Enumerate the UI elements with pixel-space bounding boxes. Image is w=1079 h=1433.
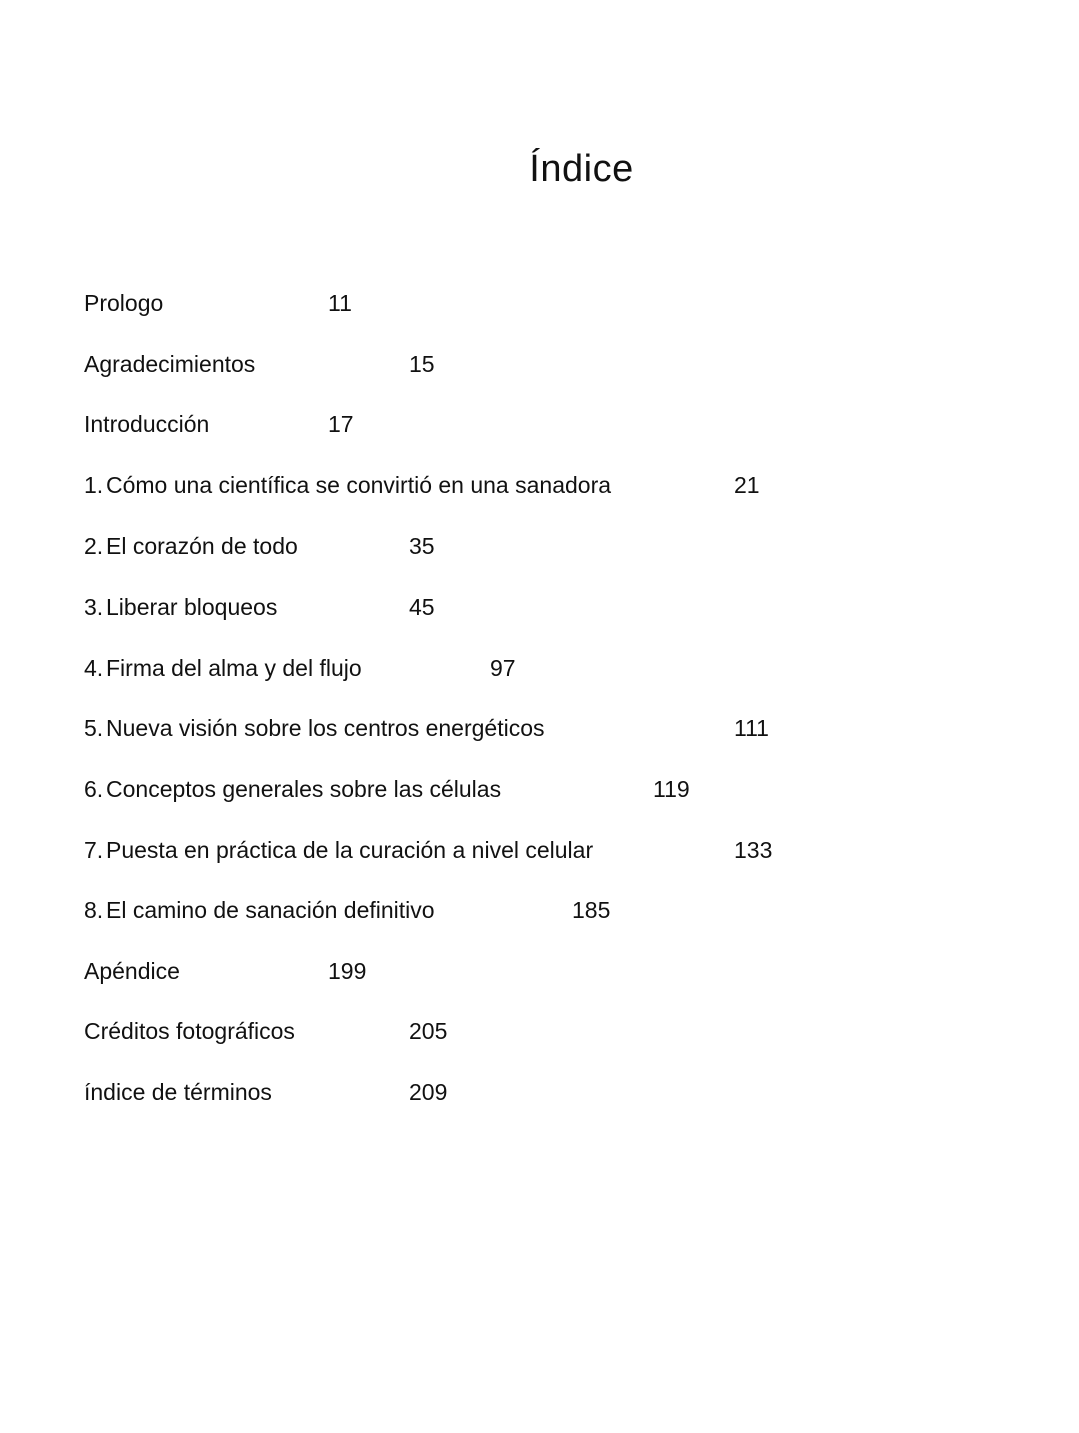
toc-entry-number: 6.	[84, 776, 104, 802]
toc-entry	[0, 1075, 1079, 1109]
toc-entry-title: Prologo	[84, 290, 164, 316]
toc-entry-page: 205	[409, 1018, 448, 1044]
toc-entry-title: El camino de sanación definitivo	[106, 897, 435, 923]
toc-entry-page: 97	[490, 655, 516, 681]
toc-entry-label	[84, 772, 501, 806]
toc-entry	[0, 893, 1079, 927]
toc-entry-label	[84, 347, 255, 381]
toc-entry-label	[84, 833, 593, 867]
toc-entry-title: Cómo una científica se convirtió en una sanadora	[106, 472, 612, 498]
toc-entry-title: Firma del alma y del flujo	[106, 655, 362, 681]
toc-entry	[0, 711, 1079, 745]
toc-entry-label	[84, 651, 362, 685]
toc-entry-page: 209	[409, 1079, 448, 1105]
toc-entry-label	[84, 1075, 272, 1109]
toc-entry-title: El corazón de todo	[106, 533, 298, 559]
toc-entry-number: 8.	[84, 897, 104, 923]
toc-entry-label	[84, 529, 298, 563]
page-title: Índice	[529, 148, 634, 190]
toc-entry-number: 4.	[84, 655, 104, 681]
toc-entry-page: 15	[409, 351, 435, 377]
toc-entry	[0, 651, 1079, 685]
toc-entry	[0, 954, 1079, 988]
toc-entry	[0, 347, 1079, 381]
toc-entry-number: 7.	[84, 837, 104, 863]
toc-entry-label	[84, 590, 277, 624]
toc-entry-page: 35	[409, 533, 435, 559]
toc-entry	[0, 833, 1079, 867]
toc-entry-title: Apéndice	[84, 958, 180, 984]
toc-entry-page: 133	[734, 837, 773, 863]
toc-entry-label	[84, 286, 163, 320]
toc-entry-number: 2.	[84, 533, 104, 559]
toc-entry	[0, 772, 1079, 806]
toc-entry-page: 11	[328, 290, 352, 316]
toc-entry-number: 5.	[84, 715, 104, 741]
toc-entry-label	[84, 1014, 295, 1048]
toc-entry-title: Introducción	[84, 411, 210, 437]
toc-entry	[0, 286, 1079, 320]
toc-entry-page: 185	[572, 897, 611, 923]
toc-entry	[0, 529, 1079, 563]
toc-entry	[0, 407, 1079, 441]
toc-entry-number: 1.	[84, 472, 104, 498]
toc-entry-title: Puesta en práctica de la curación a nivel celular	[106, 837, 594, 863]
toc-entry-label	[84, 954, 180, 988]
toc-entry-label	[84, 407, 209, 441]
toc-entry-page: 21	[734, 472, 760, 498]
toc-entry	[0, 468, 1079, 502]
toc-entry-page: 17	[328, 411, 354, 437]
toc-entry-title: índice de términos	[84, 1079, 272, 1105]
toc-entry-title: Créditos fotográficos	[84, 1018, 295, 1044]
toc-entry-title: Agradecimientos	[84, 351, 256, 377]
toc-entry-number: 3.	[84, 594, 104, 620]
toc-entry	[0, 1014, 1079, 1048]
toc-entry-page: 111	[734, 715, 769, 741]
toc-entry-title: Liberar bloqueos	[106, 594, 278, 620]
toc-entry-label	[84, 893, 435, 927]
toc-entry-page: 45	[409, 594, 435, 620]
toc-entry-label	[84, 468, 611, 502]
toc-entry-page: 199	[328, 958, 367, 984]
toc-entry	[0, 590, 1079, 624]
toc-entry-page: 119	[653, 776, 690, 802]
toc-entry-title: Nueva visión sobre los centros energéticos	[106, 715, 545, 741]
toc-entry-label	[84, 711, 545, 745]
toc-entry-title: Conceptos generales sobre las células	[106, 776, 502, 802]
